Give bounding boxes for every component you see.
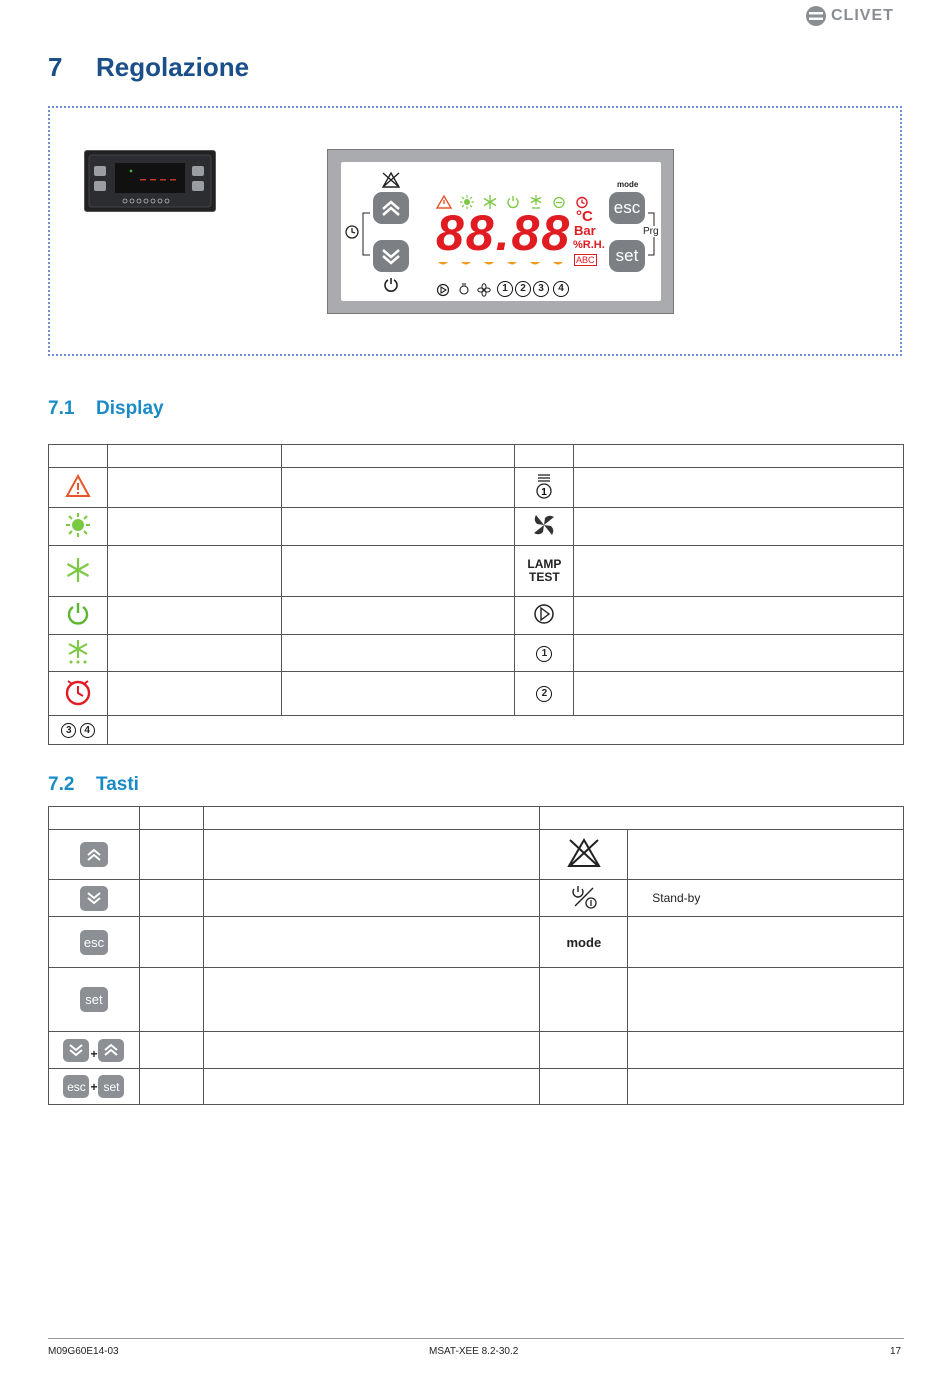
compressor-icon	[533, 603, 555, 625]
alarm-mute-icon	[381, 171, 401, 189]
section-title-text: Regolazione	[96, 52, 250, 82]
circle-4-label: 4	[80, 723, 95, 738]
snowflake-icon	[65, 557, 91, 583]
table-row	[49, 716, 904, 745]
prg-label: Prg	[643, 226, 659, 237]
down-button[interactable]	[373, 240, 409, 272]
clivet-logo-icon	[805, 5, 827, 27]
fan-icon	[531, 512, 557, 538]
keys-heading	[48, 774, 139, 796]
plus-sign: +	[90, 1079, 98, 1094]
controller-photo-icon	[85, 151, 215, 211]
unit-abc: ABC	[576, 255, 595, 265]
unit-bar: Bar	[574, 223, 596, 238]
segment-display: 88.88	[436, 205, 572, 261]
keys-table	[48, 806, 904, 1105]
clock-alarm-icon	[575, 195, 589, 209]
display-heading-number: 7.1	[48, 398, 75, 419]
table-row	[49, 917, 904, 968]
table-row	[49, 880, 904, 917]
unit-rh: %R.H.	[573, 239, 605, 251]
table-row	[49, 830, 904, 880]
table-row	[49, 635, 904, 672]
section-number: 7	[48, 52, 63, 82]
plus-sign: +	[90, 1047, 98, 1061]
logo-text: CLIVET	[831, 7, 894, 24]
circle-2-label: 2	[536, 686, 552, 702]
footer-model: MSAT-XEE 8.2-30.2	[429, 1346, 519, 1357]
clock-alarm-icon	[63, 677, 93, 707]
set-button[interactable]: set	[609, 240, 645, 272]
sun-icon	[65, 512, 91, 538]
mode-label: mode	[540, 917, 628, 968]
footer-divider	[48, 1338, 904, 1339]
circle-3-label: 3	[61, 723, 76, 738]
table-row	[49, 546, 904, 597]
up-key-icon	[80, 842, 108, 867]
standby-icon	[65, 601, 91, 627]
led-dash-row	[436, 260, 571, 268]
circuit-1-icon	[534, 472, 554, 500]
table-row	[49, 968, 904, 1032]
chevron-up-icon	[373, 192, 409, 224]
down-key-icon	[80, 886, 108, 911]
table-row	[49, 1069, 904, 1105]
display-heading	[48, 398, 164, 420]
table-row	[49, 672, 904, 716]
footer-doc-code: M09G60E14-03	[48, 1346, 119, 1357]
controller-diagram	[327, 149, 674, 314]
keys-heading-text: Tasti	[96, 774, 139, 795]
footer-page-number: 17	[890, 1346, 902, 1357]
table-row	[49, 597, 904, 635]
display-table	[48, 444, 904, 745]
up-button[interactable]	[373, 192, 409, 224]
power-icon	[383, 276, 399, 292]
svg-text:1: 1	[541, 487, 548, 498]
circle-1-label: 1	[497, 281, 513, 297]
esc-button[interactable]: esc	[609, 192, 645, 224]
table-row	[49, 468, 904, 508]
brand-logo	[805, 4, 905, 28]
defrost-icon	[65, 639, 91, 665]
keys-heading-number: 7.2	[48, 774, 75, 795]
table-header-row	[49, 807, 904, 830]
alarm-triangle-icon	[65, 474, 91, 498]
set-key-icon: set	[80, 987, 108, 1012]
standby-label: Stand-by	[628, 880, 904, 917]
down-key-icon	[63, 1039, 89, 1062]
circle-4-label: 4	[553, 281, 569, 297]
up-key-icon	[98, 1039, 124, 1062]
unit-celsius: °C	[576, 208, 593, 225]
bracket-left-icon	[361, 212, 371, 256]
section-title	[48, 52, 249, 83]
clock-icon	[344, 224, 360, 240]
circle-1-label: 1	[536, 646, 552, 662]
display-heading-text: Display	[96, 398, 164, 419]
table-row	[49, 1032, 904, 1069]
esc-key-icon: esc	[63, 1075, 89, 1098]
mode-label: mode	[617, 180, 639, 189]
chevron-down-icon	[373, 240, 409, 272]
alarm-mute-icon	[566, 837, 602, 869]
lamp-test-label: LAMP TEST	[515, 546, 574, 597]
table-row	[49, 508, 904, 546]
circle-2-label: 2	[515, 281, 531, 297]
fan-icon	[477, 283, 491, 297]
controller-photo	[84, 150, 216, 212]
esc-key-icon: esc	[80, 930, 108, 955]
circle-3-label: 3	[533, 281, 549, 297]
table-header-row	[49, 445, 904, 468]
set-key-icon: set	[98, 1075, 124, 1098]
lamp-icon	[458, 282, 470, 297]
compressor-icon	[436, 283, 450, 297]
onoff-standby-icon	[569, 884, 599, 910]
